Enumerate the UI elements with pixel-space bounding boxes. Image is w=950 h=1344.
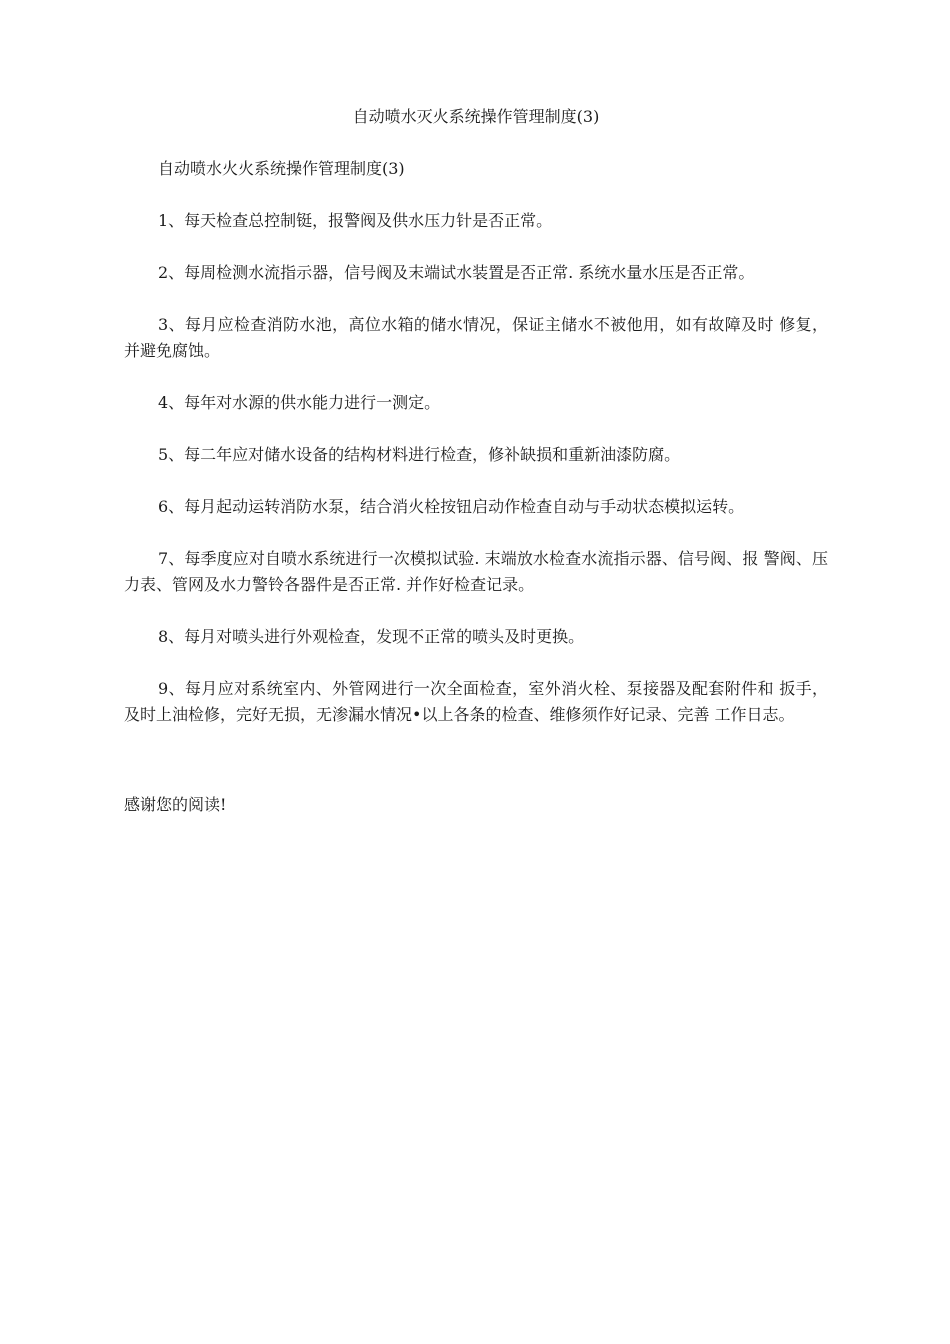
rule-item-4: 4、每年对水源的供水能力进行一测定。: [158, 393, 441, 412]
rule-item-9: 9、每月应对系统室内、外管网进行一次全面检查，室外消火栓、泵接器及配套附件和 扳手，及时上油检修，完好无损，无渗漏水情况•以上各条的检查、维修须作好记录、完善 工作日志。: [124, 679, 828, 724]
rule-item-1: 1、每天检查总控制铤，报警阀及供水压力针是否正常。: [158, 211, 553, 230]
document-subtitle: 自动喷水火火系统操作管理制度(3): [158, 159, 405, 178]
rule-item-7: 7、每季度应对自喷水系统进行一次模拟试验. 末端放水检查水流指示器、信号阀、报 警阀、压力表、管网及水力警铃各器件是否正常. 并作好检查记录。: [124, 549, 828, 594]
rule-item-6: 6、每月起动运转消防水泵，结合消火栓按钮启动作检查自动与手动状态模拟运转。: [158, 497, 745, 516]
rule-item-3: 3、每月应检查消防水池，高位水箱的储水情况，保证主储水不被他用，如有故障及时 修复，并避免腐蚀。: [124, 315, 828, 360]
document-title: 自动喷水灭火系统操作管理制度(3): [352, 107, 600, 126]
rule-item-2: 2、每周检测水流指示器，信号阀及末端试水装置是否正常. 系统水量水压是否正常。: [158, 263, 755, 282]
rule-item-5: 5、每二年应对储水设备的结构材料进行检查，修补缺损和重新油漆防腐。: [158, 445, 681, 464]
rule-item-8: 8、每月对喷头进行外观检查，发现不正常的喷头及时更换。: [158, 627, 585, 646]
closing-text: 感谢您的阅读!: [124, 795, 227, 814]
document-page: [124, 104, 828, 818]
